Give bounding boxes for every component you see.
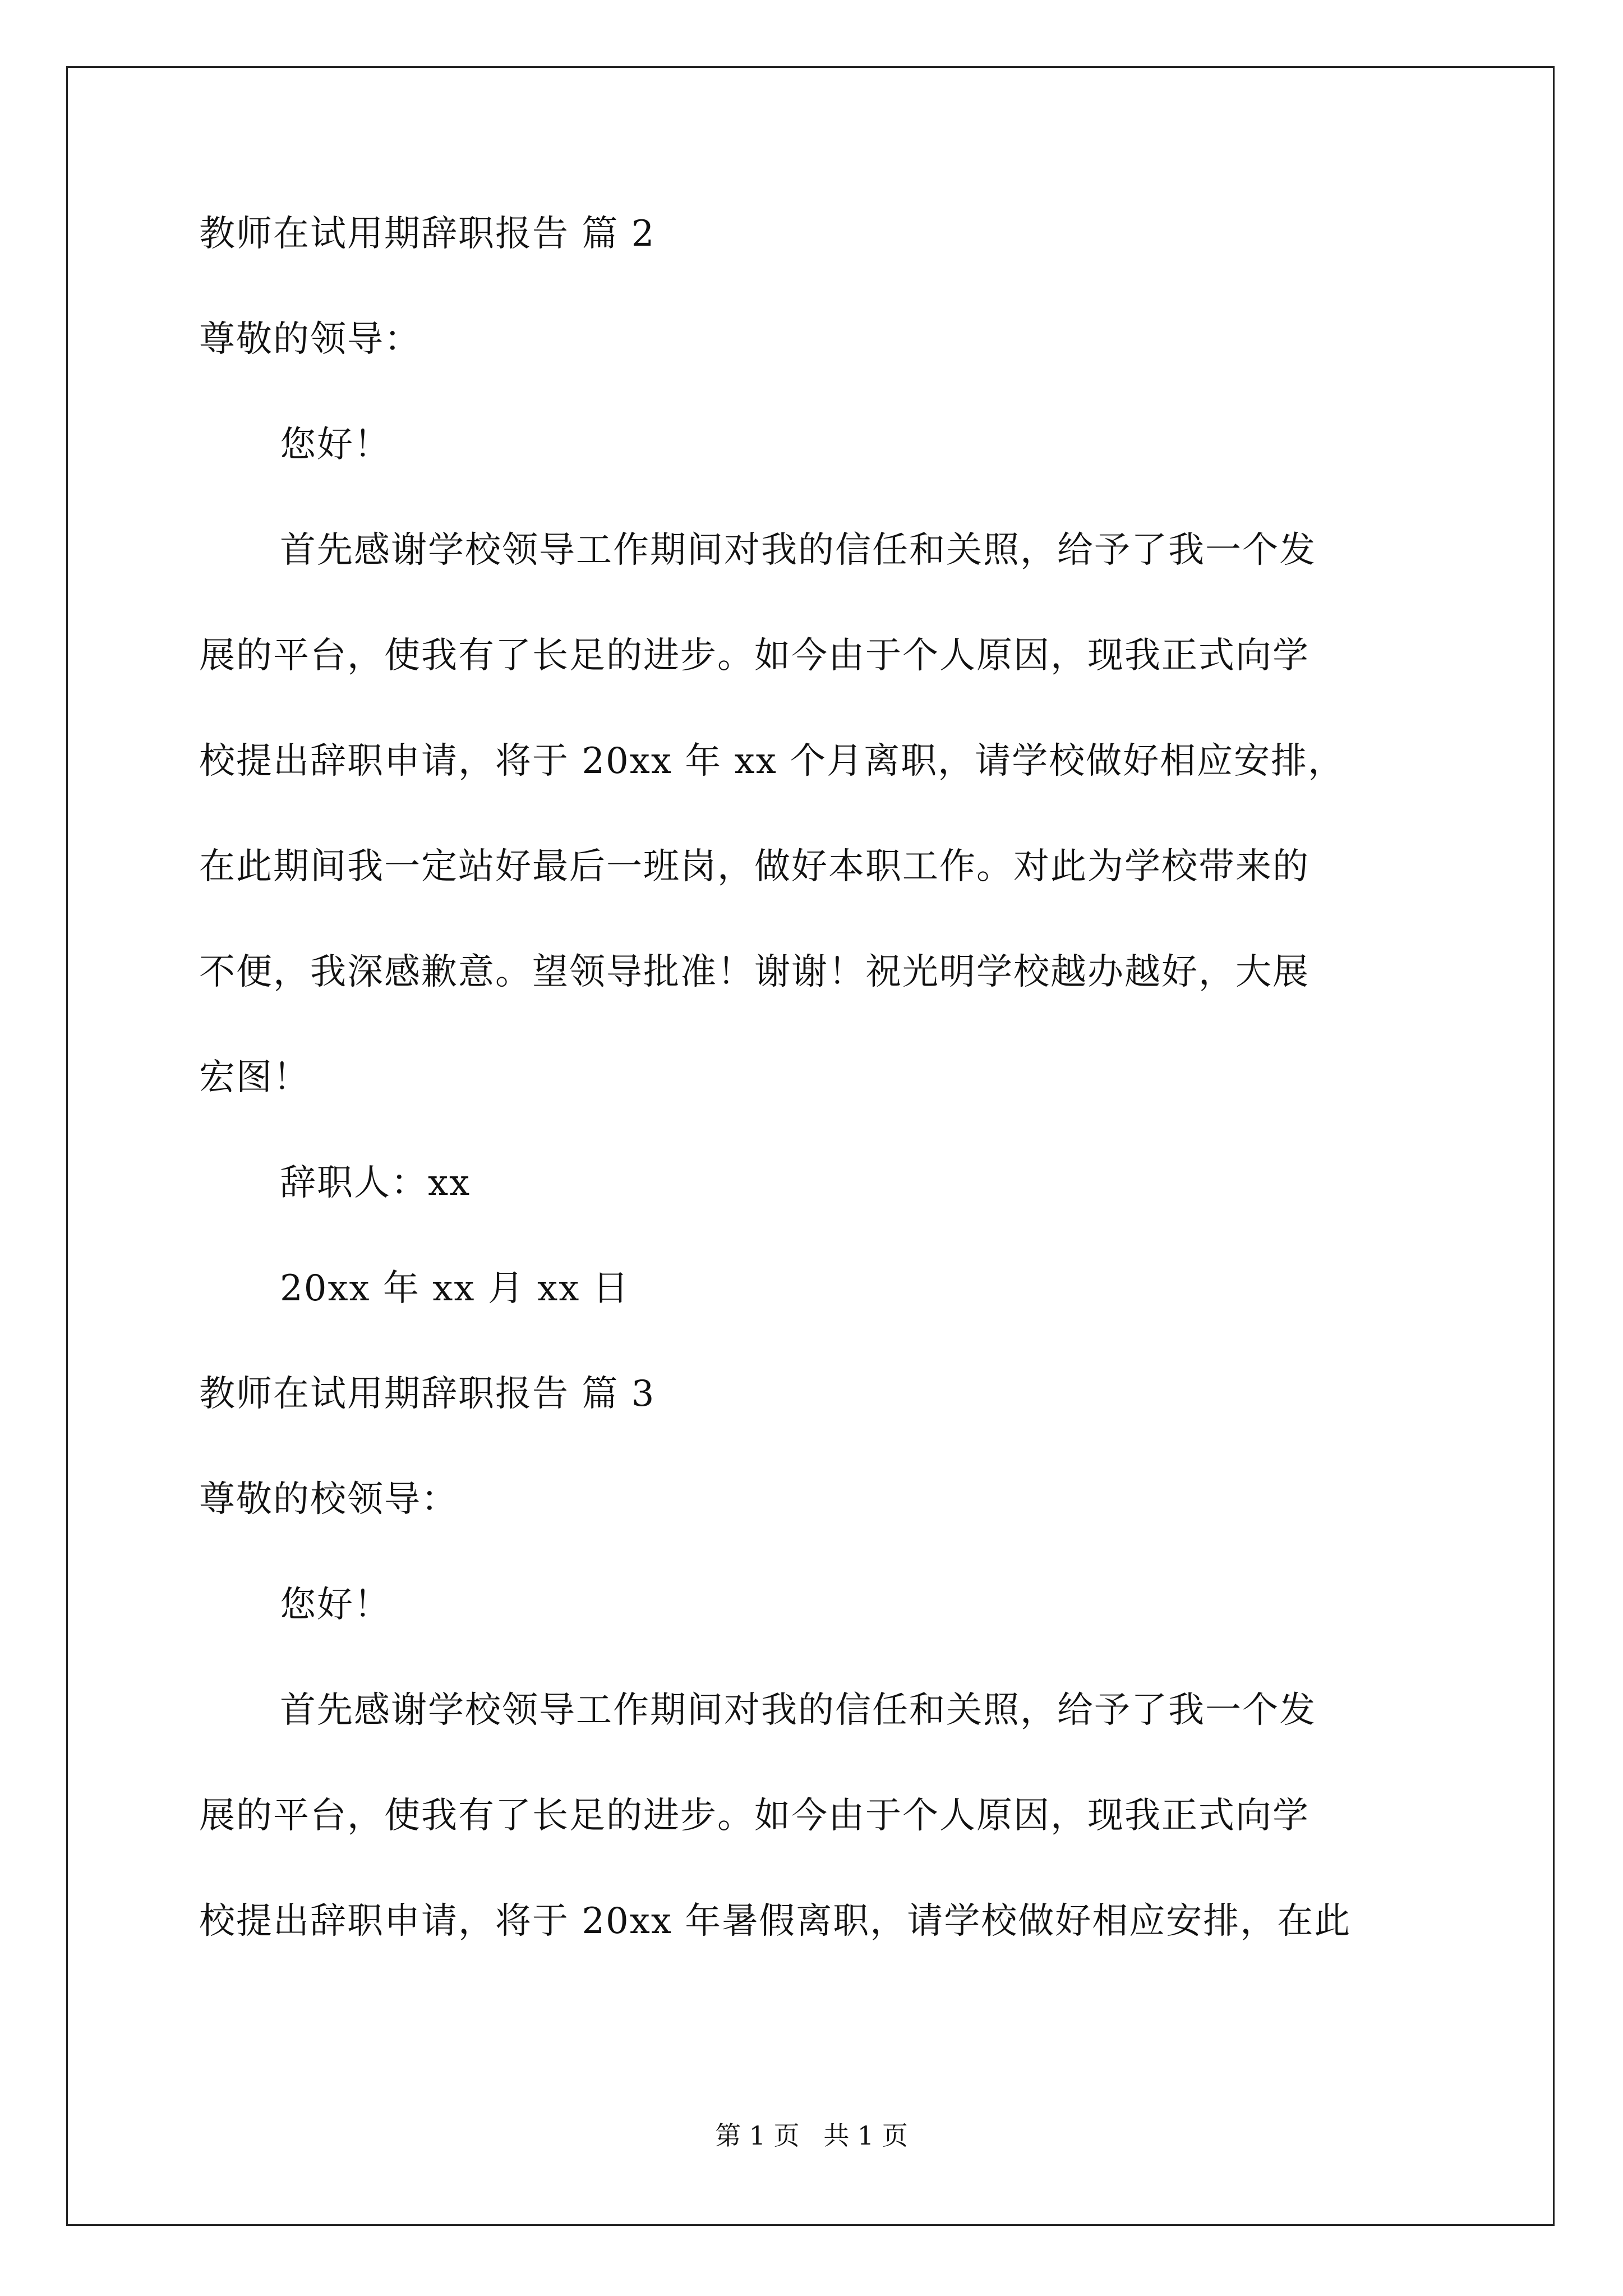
body-line: 展的平台，使我有了长足的进步。如今由于个人原因，现我正式向学	[199, 635, 1310, 677]
signer-line: 辞职人：xx	[280, 1162, 471, 1204]
greeting: 您好！	[280, 1584, 391, 1626]
page-number: 第 1 页	[715, 2120, 800, 2151]
body-line: 校提出辞职申请，将于 20xx 年暑假离职，请学校做好相应安排，在此	[199, 1901, 1352, 1942]
body-line: 校提出辞职申请，将于 20xx 年 xx 个月离职，请学校做好相应安排，	[199, 740, 1345, 782]
body-line: 宏图！	[199, 1057, 310, 1098]
salutation: 尊敬的领导：	[199, 319, 421, 360]
salutation: 尊敬的校领导：	[199, 1479, 458, 1520]
page-total: 共 1 页	[823, 2120, 908, 2151]
section-title: 教师在试用期辞职报告 篇 3	[199, 1373, 656, 1415]
page-footer	[0, 2120, 1623, 2151]
greeting: 您好！	[280, 424, 391, 466]
body-line: 首先感谢学校领导工作期间对我的信任和关照，给予了我一个发	[280, 1690, 1316, 1731]
body-line: 展的平台，使我有了长足的进步。如今由于个人原因，现我正式向学	[199, 1795, 1310, 1837]
body-line: 在此期间我一定站好最后一班岗，做好本职工作。对此为学校带来的	[199, 846, 1310, 887]
body-line: 首先感谢学校领导工作期间对我的信任和关照，给予了我一个发	[280, 530, 1316, 571]
body-line: 不便，我深感歉意。望领导批准！谢谢！祝光明学校越办越好，大展	[199, 951, 1310, 993]
date-line: 20xx 年 xx 月 xx 日	[280, 1268, 630, 1309]
section-title: 教师在试用期辞职报告 篇 2	[199, 213, 656, 255]
